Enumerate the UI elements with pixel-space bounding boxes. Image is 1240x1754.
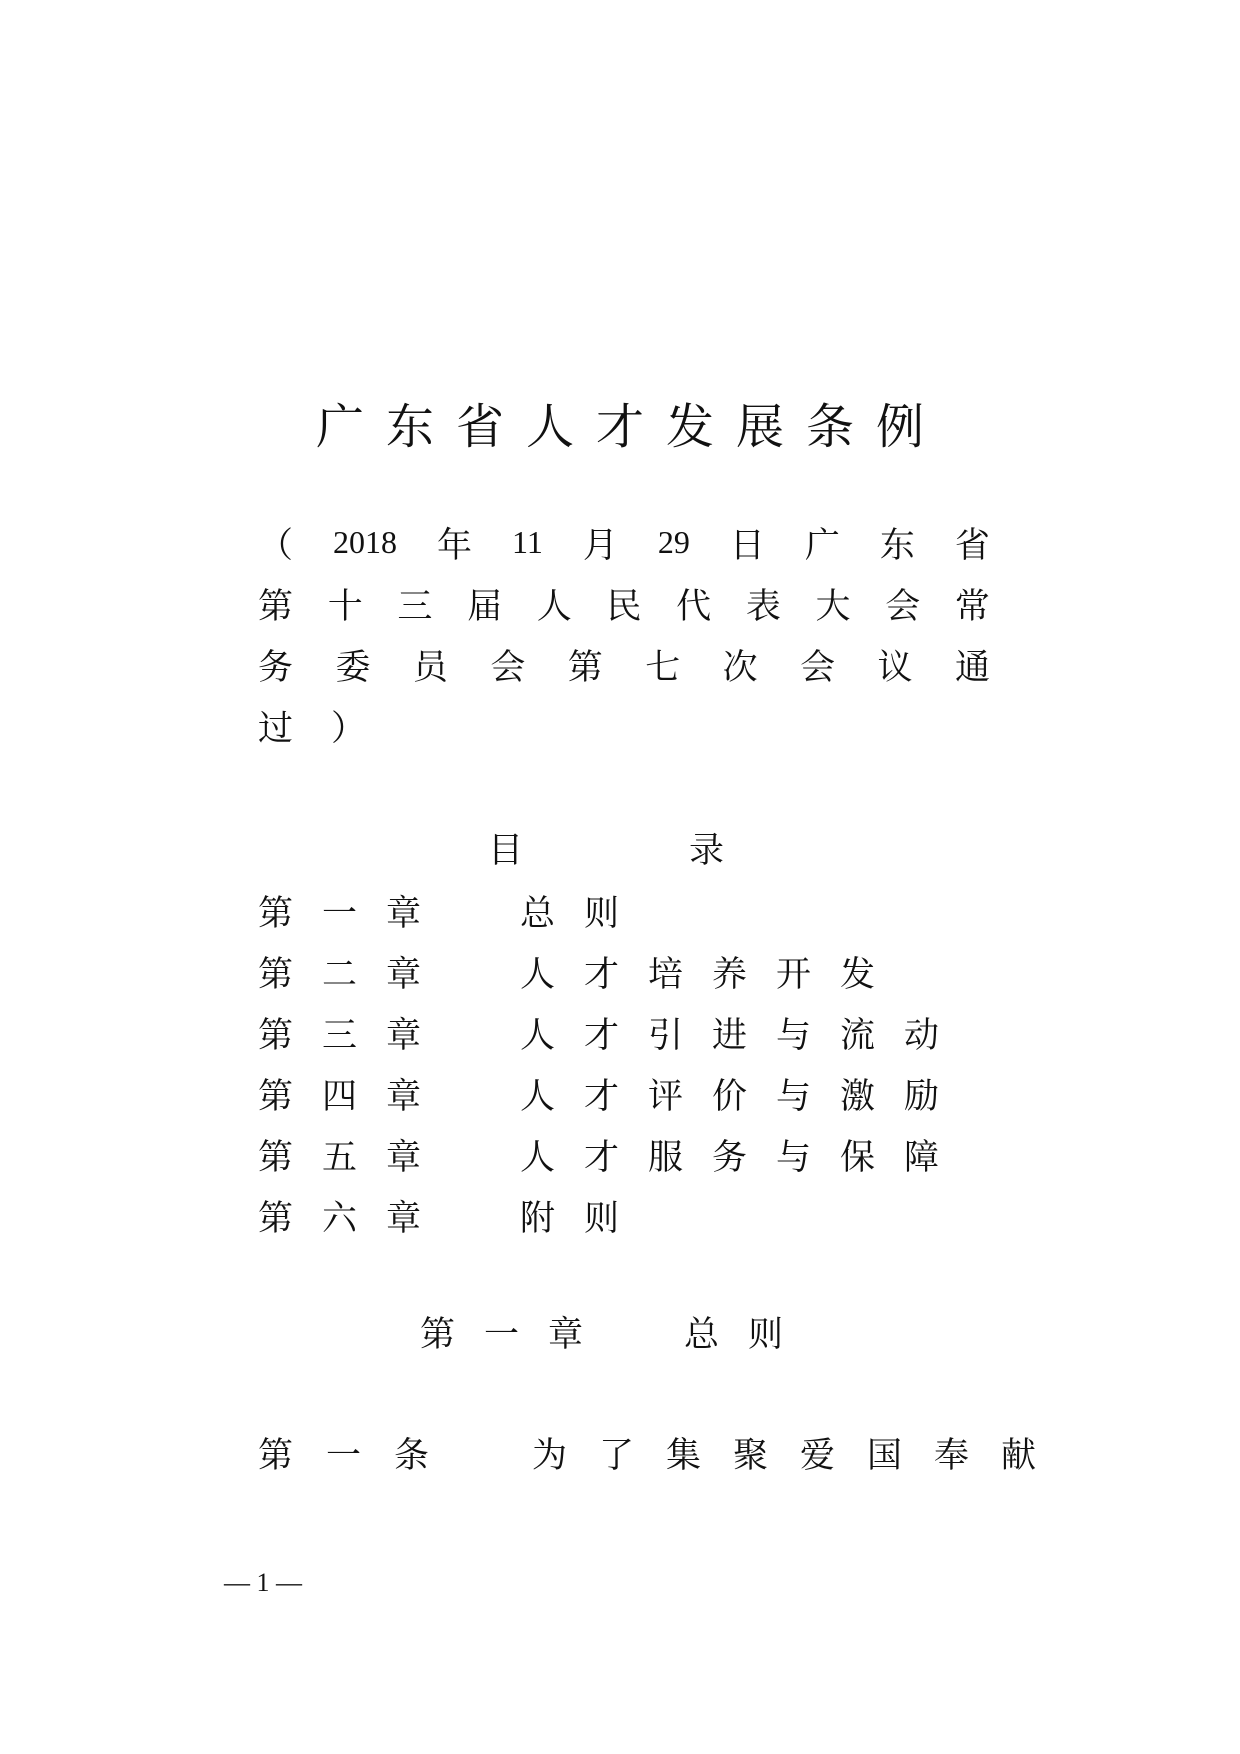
- note-char: 通: [954, 647, 990, 688]
- note-char: 议: [877, 647, 913, 688]
- note-char: ）: [331, 708, 367, 749]
- document-title: 广东省人才发展条例: [315, 399, 946, 455]
- note-line: [258, 695, 990, 756]
- toc-heading-char: 录: [688, 831, 724, 871]
- note-char: 第: [258, 586, 294, 627]
- note-char: 东: [879, 525, 915, 566]
- note-char: 会: [490, 647, 526, 688]
- note-char: 会: [800, 647, 836, 688]
- article-paragraph: [258, 1428, 1068, 1478]
- note-char: 民: [606, 586, 642, 627]
- chapter-number: 第一章: [420, 1315, 613, 1355]
- table-of-contents: [258, 880, 968, 1246]
- note-char: 年: [437, 525, 473, 566]
- toc-chapter-number: 第三章: [258, 1015, 451, 1056]
- chapter-heading: [420, 1307, 812, 1357]
- article-text: 为了集聚爱国奉献: [532, 1436, 1069, 1476]
- toc-chapter-number: 第六章: [258, 1198, 451, 1239]
- toc-chapter-name: 附则: [520, 1198, 649, 1239]
- toc-entry: [258, 1002, 968, 1063]
- toc-chapter-name: 人才培养开发: [520, 954, 905, 995]
- note-char: 常: [954, 586, 990, 627]
- toc-entry: [258, 880, 968, 941]
- note-char: 委: [335, 647, 371, 688]
- note-char: 三: [397, 586, 433, 627]
- note-char: 表: [745, 586, 781, 627]
- note-month: 11: [512, 524, 543, 560]
- note-char: 过: [258, 708, 294, 749]
- note-char: 人: [536, 586, 572, 627]
- note-char: 日: [729, 525, 765, 566]
- article-number: 第一条: [258, 1436, 463, 1476]
- note-char: 会: [885, 586, 921, 627]
- note-char: 大: [815, 586, 851, 627]
- note-day: 29: [657, 524, 690, 560]
- toc-chapter-number: 第一章: [258, 893, 451, 934]
- toc-heading: [488, 823, 724, 873]
- note-line: [258, 634, 990, 695]
- note-line: [258, 512, 990, 573]
- note-char: 代: [676, 586, 712, 627]
- toc-entry: [258, 1124, 968, 1185]
- note-char: 七: [645, 647, 681, 688]
- toc-chapter-name: 总则: [520, 893, 649, 934]
- note-char: 省: [954, 525, 990, 566]
- chapter-name: 总则: [684, 1315, 813, 1355]
- note-char: 届: [467, 586, 503, 627]
- toc-chapter-name: 人才评价与激励: [520, 1076, 969, 1117]
- note-char: 员: [412, 647, 448, 688]
- note-char: 十: [327, 586, 363, 627]
- note-char: （: [258, 525, 294, 566]
- toc-entry: [258, 941, 968, 1002]
- toc-chapter-name: 人才引进与流动: [520, 1015, 969, 1056]
- toc-heading-char: 目: [488, 831, 524, 871]
- note-line: [258, 573, 990, 634]
- toc-chapter-number: 第二章: [258, 954, 451, 995]
- note-char: 月: [582, 525, 618, 566]
- note-char: 务: [258, 647, 294, 688]
- page-number: — 1 —: [224, 1568, 302, 1597]
- note-char: 第: [567, 647, 603, 688]
- toc-entry: [258, 1063, 968, 1124]
- note-year: 2018: [333, 524, 398, 560]
- toc-entry: [258, 1185, 968, 1246]
- toc-chapter-number: 第四章: [258, 1076, 451, 1117]
- note-char: 广: [804, 525, 840, 566]
- adoption-note: [258, 512, 990, 756]
- note-char: 次: [722, 647, 758, 688]
- toc-chapter-name: 人才服务与保障: [520, 1137, 969, 1178]
- toc-chapter-number: 第五章: [258, 1137, 451, 1178]
